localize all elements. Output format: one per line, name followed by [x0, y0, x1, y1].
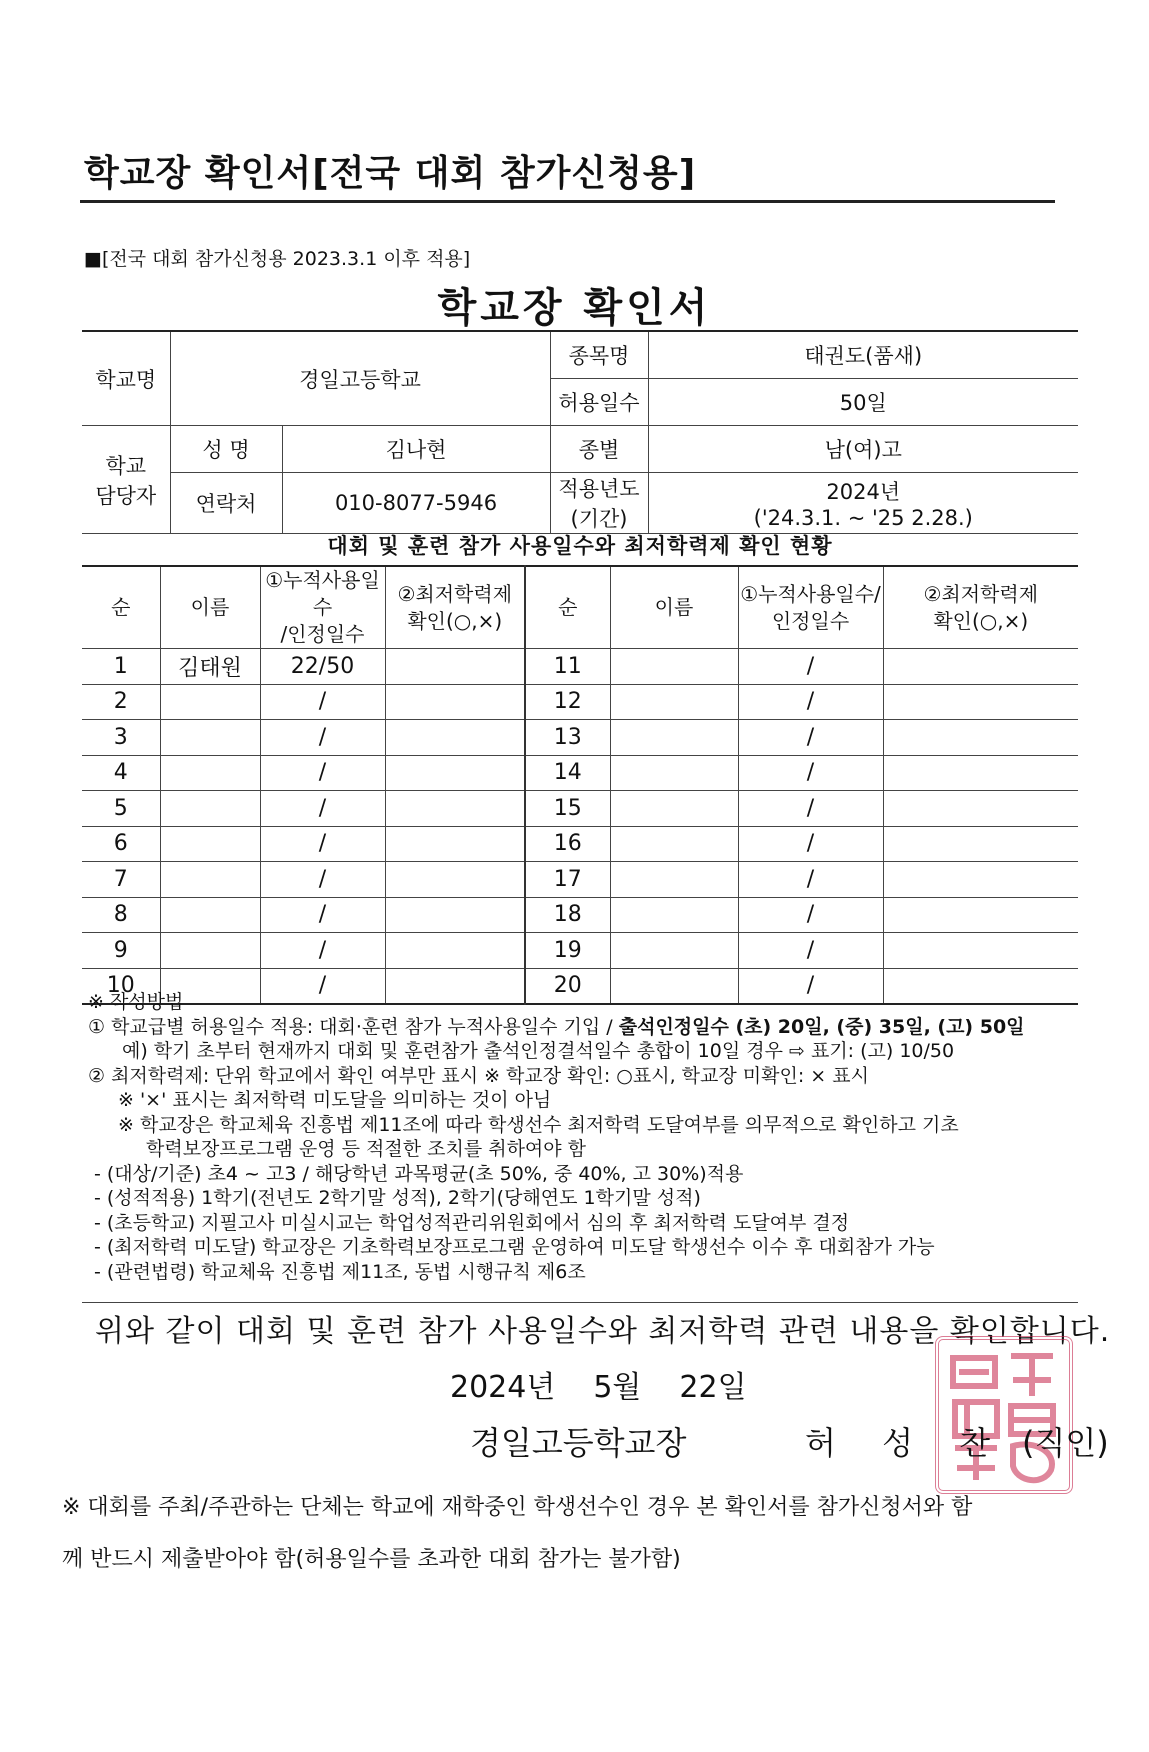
row-no: 2: [82, 684, 160, 720]
row-name-right: [610, 720, 738, 756]
title-divider: [80, 200, 1055, 203]
row-no-right: 13: [525, 720, 610, 756]
table-row: [82, 862, 1078, 898]
row-days: /: [260, 720, 385, 756]
row-no-right: 15: [525, 791, 610, 827]
row-name-right: [610, 826, 738, 862]
row-no-right: 16: [525, 826, 610, 862]
row-check: [385, 826, 525, 862]
table-row: [82, 826, 1078, 862]
row-days: /: [260, 791, 385, 827]
contact-label: 연락처: [170, 473, 282, 534]
year-value-line1: 2024년: [826, 480, 901, 504]
method-line7: - (대상/기준) 초4 ~ 고3 / 해당학년 과목평균(초 50%, 중 40%, 고 30%)적용: [94, 1162, 744, 1185]
manager-label-line1: 학교: [105, 453, 147, 478]
footer-notice: [62, 1482, 972, 1586]
header-days-right-line2: 인정일수: [771, 608, 850, 633]
method-line11: - (관련법령) 학교체육 진흥법 제11조, 동법 시행규칙 제6조: [94, 1260, 586, 1283]
row-name-right: [610, 755, 738, 791]
category-value: 남(여)고: [648, 426, 1078, 473]
header-min-right-line2: 확인(○,×): [933, 608, 1029, 633]
school-label: 학교명: [82, 331, 170, 426]
date-day: 22일: [679, 1370, 747, 1405]
row-check-right: [883, 826, 1078, 862]
row-days: /: [260, 684, 385, 720]
table-row: [82, 684, 1078, 720]
table-row: [82, 755, 1078, 791]
row-days: 22/50: [260, 649, 385, 685]
row-no-right: 12: [525, 684, 610, 720]
row-check-right: [883, 933, 1078, 969]
status-caption: 대회 및 훈련 참가 사용일수와 최저학력제 확인 현황: [327, 534, 833, 558]
row-days-right: /: [738, 933, 883, 969]
main-heading: 학교장 확인서: [437, 285, 712, 331]
row-no: 4: [82, 755, 160, 791]
row-days-right: /: [738, 649, 883, 685]
row-days-right: /: [738, 720, 883, 756]
row-name: [160, 862, 260, 898]
row-no: 5: [82, 791, 160, 827]
row-name-right: [610, 862, 738, 898]
confirm-divider: [82, 1302, 1078, 1303]
header-days-line1: ①누적사용일수: [265, 568, 380, 619]
row-name: [160, 826, 260, 862]
row-days: /: [260, 897, 385, 933]
row-check: [385, 720, 525, 756]
year-label-line2: (기간): [570, 507, 628, 531]
header-min: [385, 566, 525, 649]
header-min-right-line1: ②최저학력제: [923, 581, 1039, 606]
allowed-days-value: 50일: [648, 379, 1078, 426]
method-line6: 학력보장프로그램 운영 등 적절한 조치를 취하여야 함: [146, 1138, 587, 1160]
row-days-right: /: [738, 897, 883, 933]
row-no: 1: [82, 649, 160, 685]
period-value: ('24.3.1. ~ '25 2.28.): [753, 506, 973, 530]
method-line1b: 출석인정일수 (초) 20일, (중) 35일, (고) 50일: [618, 1015, 1025, 1038]
table-header-row: [82, 566, 1078, 649]
date-month: 5월: [593, 1370, 642, 1405]
row-no: 8: [82, 897, 160, 933]
row-name: [160, 684, 260, 720]
row-name: 김태원: [160, 649, 260, 685]
year-value: [648, 473, 1078, 534]
header-name: 이름: [160, 566, 260, 649]
row-check-right: [883, 897, 1078, 933]
manager-label: [82, 426, 170, 534]
row-days-right: /: [738, 968, 883, 1004]
row-check: [385, 684, 525, 720]
row-name-right: [610, 649, 738, 685]
footer-line1: ※ 대회를 주최/주관하는 단체는 학교에 재학중인 학생선수인 경우 본 확인서를 참가신청서와 함: [62, 1495, 973, 1520]
row-no: 10: [82, 968, 160, 1004]
row-check-right: [883, 755, 1078, 791]
header-days-right-line1: ①누적사용일수/: [740, 581, 881, 606]
row-days: /: [260, 826, 385, 862]
row-check: [385, 933, 525, 969]
method-line8: - (성적적용) 1학기(전년도 2학기말 성적), 2학기(당해연도 1학기말 성적): [94, 1187, 701, 1209]
row-check: [385, 755, 525, 791]
document-title: 학교장 확인서[전국 대회 참가신청용]: [84, 153, 697, 194]
method-line5: ※ 학교장은 학교체육 진흥법 제11조에 따라 학생선수 최저학력 도달여부를 의무적으로 확인하고 기초: [118, 1113, 959, 1136]
row-name: [160, 720, 260, 756]
row-name: [160, 933, 260, 969]
row-check: [385, 791, 525, 827]
row-name-right: [610, 684, 738, 720]
row-no: 3: [82, 720, 160, 756]
row-name: [160, 755, 260, 791]
row-days: /: [260, 862, 385, 898]
row-no-right: 17: [525, 862, 610, 898]
table-row: [82, 933, 1078, 969]
table-row: [82, 791, 1078, 827]
row-no-right: 11: [525, 649, 610, 685]
category-label: 종별: [550, 426, 648, 473]
row-check: [385, 862, 525, 898]
method-line10: - (최저학력 미도달) 학교장은 기초학력보장프로그램 운영하여 미도달 학생선수 이수 후 대회참가 가능: [94, 1236, 935, 1258]
row-check: [385, 897, 525, 933]
header-min-line2: 확인(○,×): [407, 608, 503, 633]
principal-title: 경일고등학교장: [470, 1424, 687, 1462]
row-check-right: [883, 862, 1078, 898]
issue-date: [450, 1362, 747, 1406]
row-days-right: /: [738, 862, 883, 898]
table-body: [82, 649, 1078, 1005]
seal-label: (직인): [1022, 1424, 1109, 1462]
row-no-right: 14: [525, 755, 610, 791]
row-days: /: [260, 755, 385, 791]
row-name-right: [610, 933, 738, 969]
row-no: 7: [82, 862, 160, 898]
writing-method: [88, 990, 1098, 1284]
manager-label-line2: 담당자: [95, 483, 157, 508]
header-min-line1: ②최저학력제: [397, 581, 513, 606]
row-name: [160, 791, 260, 827]
header-days-right: [738, 566, 883, 649]
row-days: /: [260, 968, 385, 1004]
footer-line2: 께 반드시 제출받아야 함(허용일수를 초과한 대회 참가는 불가함): [62, 1547, 681, 1572]
allowed-days-label: 허용일수: [550, 379, 648, 426]
row-days-right: /: [738, 826, 883, 862]
school-value: 경일고등학교: [170, 331, 550, 426]
method-line1a: ① 학교급별 허용일수 적용: 대회·훈련 참가 누적사용일수 기입 /: [88, 1015, 619, 1038]
name-label: 성 명: [170, 426, 282, 473]
header-no-right: 순: [525, 566, 610, 649]
header-no: 순: [82, 566, 160, 649]
row-no-right: 20: [525, 968, 610, 1004]
row-days-right: /: [738, 684, 883, 720]
row-name-right: [610, 791, 738, 827]
row-name: [160, 897, 260, 933]
row-no: 6: [82, 826, 160, 862]
header-days-line2: /인정일수: [280, 622, 365, 646]
year-label: [550, 473, 648, 534]
row-check: [385, 649, 525, 685]
row-no: 9: [82, 933, 160, 969]
header-min-right: [883, 566, 1078, 649]
row-days-right: /: [738, 755, 883, 791]
header-days: [260, 566, 385, 649]
method-line9: - (초등학교) 지필고사 미실시교는 학업성적관리위원회에서 심의 후 최저학력 도달여부 결정: [94, 1211, 850, 1234]
date-year: 2024년: [450, 1370, 556, 1405]
row-check-right: [883, 649, 1078, 685]
row-no-right: 18: [525, 897, 610, 933]
principal-name: 허 성 찬: [805, 1424, 1009, 1462]
seal-graphic: [939, 1340, 1069, 1490]
header-name-right: 이름: [610, 566, 738, 649]
event-label: 종목명: [550, 331, 648, 379]
row-no-right: 19: [525, 933, 610, 969]
contact-value: 010-8077-5946: [282, 473, 550, 534]
official-seal-icon: [935, 1336, 1073, 1494]
row-days: /: [260, 933, 385, 969]
school-info-table: [82, 330, 1078, 534]
row-check-right: [883, 684, 1078, 720]
method-line3: ② 최저학력제: 단위 학교에서 확인 여부만 표시 ※ 학교장 확인: ○표시, 학교장 미확인: × 표시: [88, 1064, 869, 1087]
table-row: [82, 649, 1078, 685]
event-value: 태권도(품새): [648, 331, 1078, 379]
usage-status-table: [82, 565, 1078, 1005]
row-days-right: /: [738, 791, 883, 827]
table-row: [82, 897, 1078, 933]
table-row: [82, 720, 1078, 756]
confirm-statement: 위와 같이 대회 및 훈련 참가 사용일수와 최저학력 관련 내용을 확인합니다.: [95, 1314, 1111, 1349]
method-line1: [88, 1015, 1098, 1040]
row-check-right: [883, 720, 1078, 756]
year-label-line1: 적용년도: [558, 477, 640, 501]
method-line2: 예) 학기 초부터 현재까지 대회 및 훈련참가 출석인정결석일수 총합이 10일 경우 ⇨ 표기: (고) 10/50: [122, 1040, 955, 1062]
name-value: 김나현: [282, 426, 550, 473]
method-title: ※ 작성방법: [88, 991, 184, 1013]
row-check-right: [883, 791, 1078, 827]
row-name-right: [610, 897, 738, 933]
sub-note: ■[전국 대회 참가신청용 2023.3.1 이후 적용]: [84, 248, 471, 270]
method-line4: ※ '×' 표시는 최저학력 미도달을 의미하는 것이 아님: [118, 1089, 552, 1111]
